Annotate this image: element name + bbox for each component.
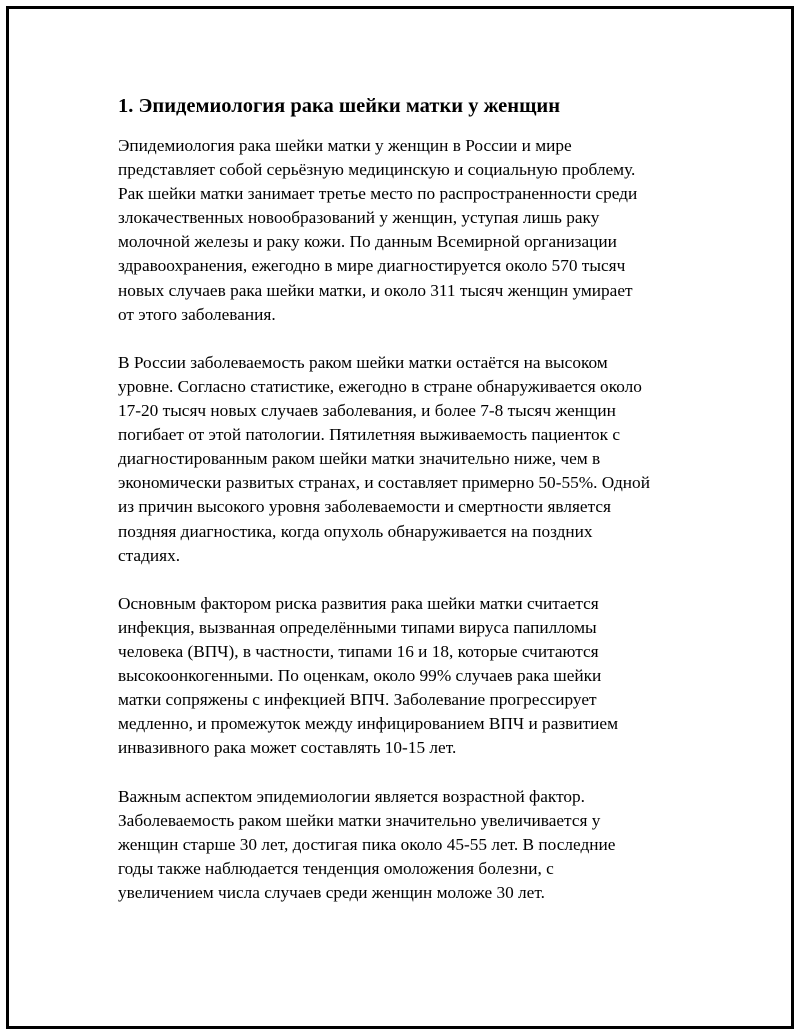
paragraph-hpv-risk-factor: Основным фактором риска развития рака шейки матки считается инфекция, вызванная определёнными типами вируса папилломы человека (ВПЧ), в частности, типами 16 и 18, которые считаются высокоонкогенными. По оценкам, около 99% случаев рака шейки матки сопряжены с инфекцией ВПЧ. Заболевание прогрессирует медленно, и промежуток между инфицированием ВПЧ и развитием инвазивного рака может составлять 10-15 лет. <box>118 593 618 758</box>
section-heading: 1. Эпидемиология рака шейки матки у женщин <box>118 95 561 117</box>
document-body <box>118 92 693 929</box>
paragraph-age-factor: Важным аспектом эпидемиологии является возрастной фактор. Заболеваемость раком шейки матки значительно увеличивается у женщин старше 30 лет, достигая пика около 45-55 лет. В последние годы также наблюдается тенденция омоложения болезни, с увеличением числа случаев среди женщин моложе 30 лет. <box>118 786 616 902</box>
paragraph-global-epidemiology: Эпидемиология рака шейки матки у женщин в России и мире представляет собой серьёзную медицинскую и социальную проблему. Рак шейки матки занимает третье место по распространенности среди злокачественных новообразований у женщин, уступая лишь раку молочной железы и раку кожи. По данным Всемирной организации здравоохранения, ежегодно в мире диагностируется около 570 тысяч новых случаев рака шейки матки, и около 311 тысяч женщин умирает от этого заболевания. <box>118 136 638 324</box>
paragraph-russia-incidence: В России заболеваемость раком шейки матки остаётся на высоком уровне. Согласно статистике, ежегодно в стране обнаруживается около 17-20 тысяч новых случаев заболевания, и более 7-8 тысяч женщин погибает от этой патологии. Пятилетняя выживаемость пациенток с диагностированным раком шейки матки значительно ниже, чем в экономически развитых странах, и составляет примерно 50-55%. Одной из причин высокого уровня заболеваемости и смертности является поздняя диагностика, когда опухоль обнаруживается на поздних стадиях. <box>118 352 650 565</box>
